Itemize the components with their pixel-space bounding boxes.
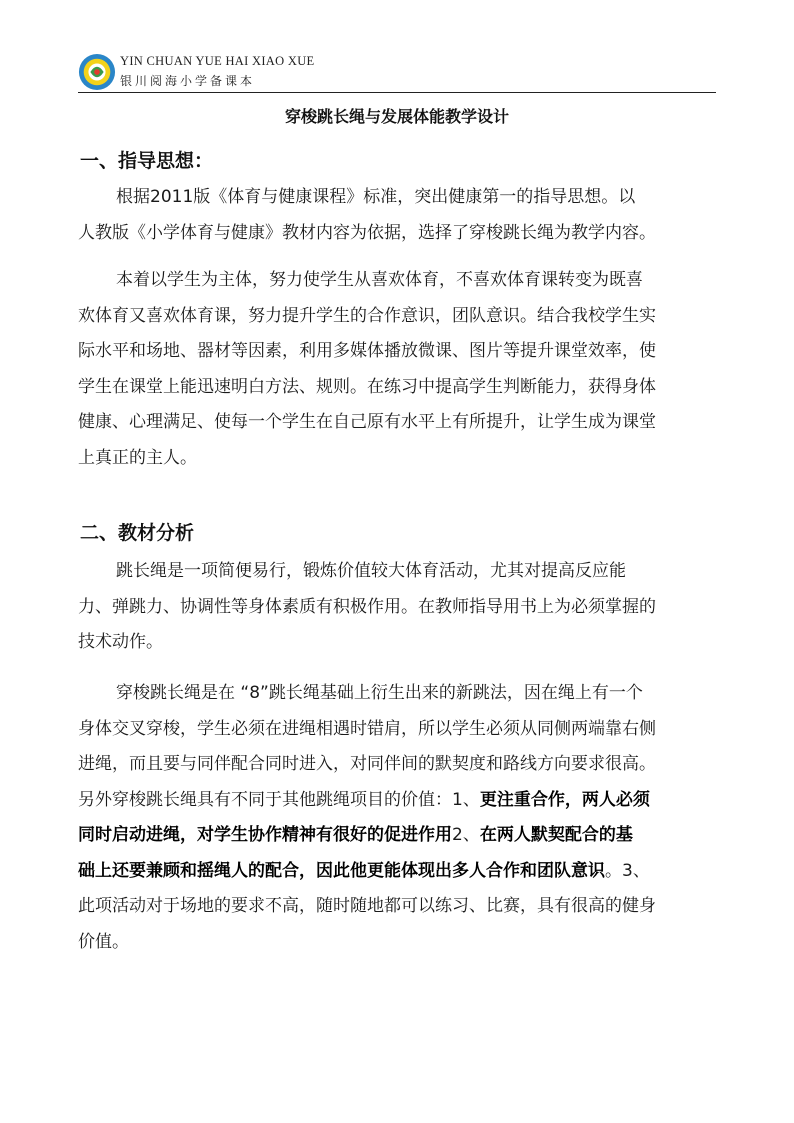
bold-text-run: 更注重合作，两人必须 — [479, 789, 650, 810]
header-divider — [78, 92, 716, 93]
text-line: 价值。 — [78, 931, 129, 952]
text-line: 身体交叉穿梭，学生必须在进绳相遇时错肩，所以学生必须从同侧两端靠右侧 — [78, 718, 656, 739]
document-title: 穿梭跳长绳与发展体能教学设计 — [284, 107, 509, 126]
text-line: 跳长绳是一项简便易行，锻炼价值较大体育活动，尤其对提高反应能 — [116, 561, 626, 581]
text-line: 进绳，而且要与同伴配合同时进入，对同伴间的默契度和路线方向要求很高。 — [78, 754, 656, 774]
text-run: 另外穿梭跳长绳具有不同于其他跳绳项目的价值：1、 — [78, 789, 480, 810]
text-line: 技术动作。 — [78, 632, 163, 652]
school-logo — [78, 53, 116, 91]
text-line: 际水平和场地、器材等因素，利用多媒体播放微课、图片等提升课堂效率，使 — [78, 341, 656, 361]
text-run: 。3、 — [605, 860, 650, 881]
bold-text-run: 同时启动进绳，对学生协作精神有很好的促进作用 — [78, 825, 452, 845]
text-run: 2、 — [452, 825, 480, 845]
text-line: 力、弹跳力、协调性等身体素质有积极作用。在教师指导用书上为必须掌握的 — [78, 596, 656, 617]
text-line: 健康、心理满足、使每一个学生在自己原有水平上有所提升，让学生成为课堂 — [78, 412, 656, 432]
text-line: 上真正的主人。 — [78, 447, 197, 468]
text-line: 欢体育又喜欢体育课，努力提升学生的合作意识，团队意识。结合我校学生实 — [78, 305, 656, 326]
bold-text-run: 础上还要兼顾和摇绳人的配合，因此他更能体现出多人合作和团队意识 — [78, 860, 605, 881]
text-line-mixed — [78, 818, 718, 854]
text-line: 本着以学生为主体，努力使学生从喜欢体育，不喜欢体育课转变为既喜 — [116, 270, 643, 290]
paragraph-guiding-2 — [78, 263, 718, 476]
paragraph-material-2 — [78, 676, 718, 960]
section-heading-material-analysis: 二、教材分析 — [80, 522, 195, 544]
paragraph-guiding-1 — [78, 180, 718, 251]
text-line: 此项活动对于场地的要求不高，随时随地都可以练习、比赛，具有很高的健身 — [78, 896, 656, 916]
school-name-english: YIN CHUAN YUE HAI XIAO XUE — [120, 54, 315, 68]
text-line: 人教版《小学体育与健康》教材内容为依据，选择了穿梭跳长绳为教学内容。 — [78, 222, 656, 243]
text-line: 穿梭跳长绳是在 “8”跳长绳基础上衍生出来的新跳法，因在绳上有一个 — [116, 683, 643, 703]
paragraph-material-1 — [78, 554, 718, 661]
bold-text-run: 在两人默契配合的基 — [479, 825, 633, 845]
text-line: 学生在课堂上能迅速明白方法、规则。在练习中提高学生判断能力，获得身体 — [78, 376, 656, 397]
text-line: 根据2011版《体育与健康课程》标准，突出健康第一的指导思想。以 — [116, 187, 636, 207]
school-name-chinese: 银川阅海小学备课本 — [120, 74, 256, 88]
text-line-mixed — [78, 783, 718, 819]
section-heading-guiding-ideology: 一、指导思想： — [80, 150, 214, 172]
text-line-mixed — [78, 854, 718, 890]
page-header — [78, 50, 716, 94]
